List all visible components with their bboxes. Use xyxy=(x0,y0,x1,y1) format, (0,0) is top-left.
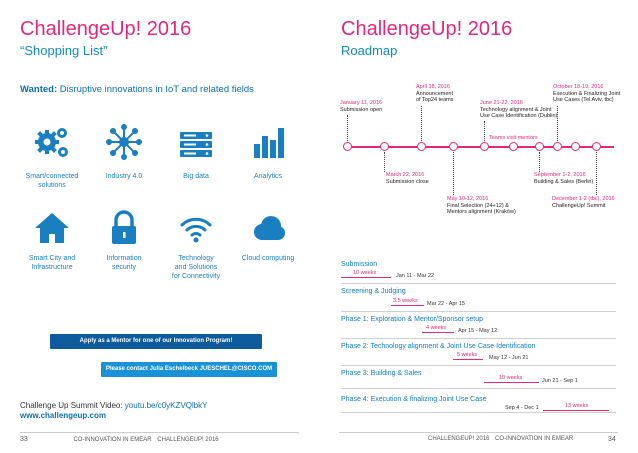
phase-range: Jan 11 - Mar 22 xyxy=(396,273,435,279)
footer xyxy=(20,436,219,443)
icon-label-big-data: Big data xyxy=(183,173,209,180)
event-connector xyxy=(421,106,422,143)
phase-title: Phase 2: Technology alignment & Joint Use Case Identification xyxy=(341,343,536,350)
event-date: September 1-2, 2016 xyxy=(534,172,586,178)
network-hub-icon xyxy=(104,122,144,162)
wanted-text: Disruptive innovations in IoT and related fields xyxy=(57,84,254,95)
wifi-icon xyxy=(176,208,216,248)
footer xyxy=(428,436,573,442)
phase-bar xyxy=(391,305,424,306)
event-date: October 18-19, 2016 xyxy=(553,84,604,90)
phase-range: May 12 - Jun 21 xyxy=(489,355,529,361)
timeline-dot xyxy=(553,142,562,151)
lock-icon xyxy=(104,208,144,248)
event-text: Execution & Finalizing Joint Use Cases (Tel Aviv, tbc) xyxy=(553,90,621,103)
timeline-dot xyxy=(480,142,489,151)
wanted-label: Wanted: xyxy=(20,84,58,95)
phase-bar xyxy=(543,410,609,411)
phase-rule xyxy=(341,388,616,389)
phase-rule xyxy=(341,338,616,339)
phase-title: Screening & Judging xyxy=(341,288,406,295)
event-text: Submission open xyxy=(340,106,383,113)
phase-title: Phase 3: Building & Sales xyxy=(341,370,422,377)
video-link[interactable]: youtu.be/c0yKZVQlbkY xyxy=(124,401,208,410)
icon-label-information-security: Information security xyxy=(106,255,142,271)
icon-label-smart-connected: Smart/connected solutions xyxy=(25,173,79,189)
event-text: Building & Sales (Berlin) xyxy=(534,178,594,185)
event-text: Technology alignment & Joint Use Case Identification (Dublin) xyxy=(480,106,558,119)
icon-label-cloud: Cloud computing xyxy=(241,255,295,262)
timeline-dot xyxy=(592,142,601,151)
timeline-dot xyxy=(535,142,544,151)
contact-button[interactable]: Please contact Julia Eschelbeck JUESCHEL@CISCO.COM xyxy=(101,362,277,377)
phase-weeks: 13 weeks xyxy=(565,403,589,409)
event-text: Final Selection (24+12) & Mentors alignment (Kraków) xyxy=(447,202,516,215)
event-text: Announcement of Top24 teams xyxy=(416,90,454,103)
timeline-dot xyxy=(509,142,518,151)
page-title: ChallengeUp! 2016 xyxy=(341,18,513,40)
event-top xyxy=(416,84,454,104)
event-date: June 21-22, 2016 xyxy=(480,100,523,106)
icon-label-industry: Industry 4.0 xyxy=(105,173,143,180)
footer-section: CO-INNOVATION IN EMEAR xyxy=(495,436,574,442)
phase-range: Sep 4 - Dec 1 xyxy=(505,405,539,411)
right-page xyxy=(319,0,638,453)
event-connector xyxy=(453,152,454,195)
page-title: ChallengeUp! 2016 xyxy=(20,18,192,40)
event-date: May 10-12, 2016 xyxy=(447,196,489,202)
house-icon xyxy=(32,208,72,248)
event-date: March 22, 2016 xyxy=(386,172,425,178)
phase-title: Phase 4: Execution & finalizing Joint Use Case xyxy=(341,396,487,403)
page-subtitle: Roadmap xyxy=(341,43,398,58)
phase-rule xyxy=(341,311,616,312)
phase-bar xyxy=(341,277,391,278)
phase-weeks: 10 weeks xyxy=(499,375,523,381)
event-connector xyxy=(484,121,485,143)
footer-doc: CHALLENGEUP! 2016 xyxy=(157,437,219,443)
page-subtitle: “Shopping List” xyxy=(20,43,108,58)
timeline-dot xyxy=(380,142,389,151)
phase-title: Phase 1: Exploration & Mentor/Sponsor setup xyxy=(341,316,484,323)
event-top xyxy=(553,84,620,104)
event-bottom xyxy=(552,196,615,209)
event-connector xyxy=(539,152,540,172)
cloud-icon xyxy=(248,208,288,248)
event-bottom xyxy=(447,196,516,216)
wanted-line xyxy=(20,84,254,95)
footer-section: CO-INNOVATION IN EMEAR xyxy=(73,437,152,443)
event-connector xyxy=(557,106,558,143)
icon-label-analytics: Analytics xyxy=(253,173,282,180)
phase-rule xyxy=(341,283,616,284)
event-bottom xyxy=(534,172,593,185)
mentors-note: Teams visit mentors xyxy=(489,135,538,141)
phase-range: Mar 22 - Apr 15 xyxy=(427,301,465,307)
phase-range: Apr 15 - May 12 xyxy=(458,328,498,334)
event-text: Submission close xyxy=(386,178,429,185)
phase-weeks: 5 weeks xyxy=(457,352,478,358)
event-connector xyxy=(384,152,385,172)
footer-doc: CHALLENGEUP! 2016 xyxy=(428,436,490,442)
phase-title: Submission xyxy=(341,261,378,268)
server-stack-icon xyxy=(176,122,216,162)
footer-rule xyxy=(20,432,299,433)
bar-chart-icon xyxy=(248,122,288,162)
phase-rule xyxy=(341,412,616,413)
event-top xyxy=(340,100,382,113)
video-prefix: Challenge Up Summit Video: xyxy=(20,401,125,410)
phase-weeks: 3.5 weeks xyxy=(393,298,418,304)
page-number: 33 xyxy=(20,436,28,443)
timeline-dot xyxy=(571,142,580,151)
page-number: 34 xyxy=(608,436,616,443)
timeline-dot xyxy=(343,142,352,151)
event-bottom xyxy=(386,172,429,185)
phase-rule xyxy=(341,365,616,366)
website-link[interactable] xyxy=(20,411,106,420)
gears-icon xyxy=(32,122,72,162)
event-connector xyxy=(347,115,348,143)
event-connector xyxy=(596,152,597,195)
website-text: www.challengeup.com xyxy=(20,411,106,420)
timeline-dot xyxy=(449,142,458,151)
event-text: ChallengeUp! Summit xyxy=(552,202,606,209)
event-date: April 18, 2016 xyxy=(416,84,450,90)
phase-weeks: 4 weeks xyxy=(426,325,447,331)
event-top xyxy=(480,100,557,120)
icon-label-smart-city: Smart City and Infrastructure xyxy=(28,255,76,271)
phase-weeks: 10 weeks xyxy=(353,270,377,276)
phase-range: Jun 21 - Sep 1 xyxy=(542,378,578,384)
icon-label-connectivity: Technology and Solutions for Connectivity xyxy=(171,255,221,280)
phase-bar xyxy=(484,382,539,383)
event-date: December 1-2 (tbc), 2016 xyxy=(552,196,615,202)
footer-rule xyxy=(339,432,618,433)
apply-mentor-button[interactable]: Apply as a Mentor for one of our Innovation Program! xyxy=(50,334,262,349)
phase-bar xyxy=(453,359,483,360)
phase-bar xyxy=(422,332,454,333)
timeline-dot xyxy=(417,142,426,151)
video-line xyxy=(20,401,208,410)
event-date: January 11, 2016 xyxy=(340,100,383,106)
